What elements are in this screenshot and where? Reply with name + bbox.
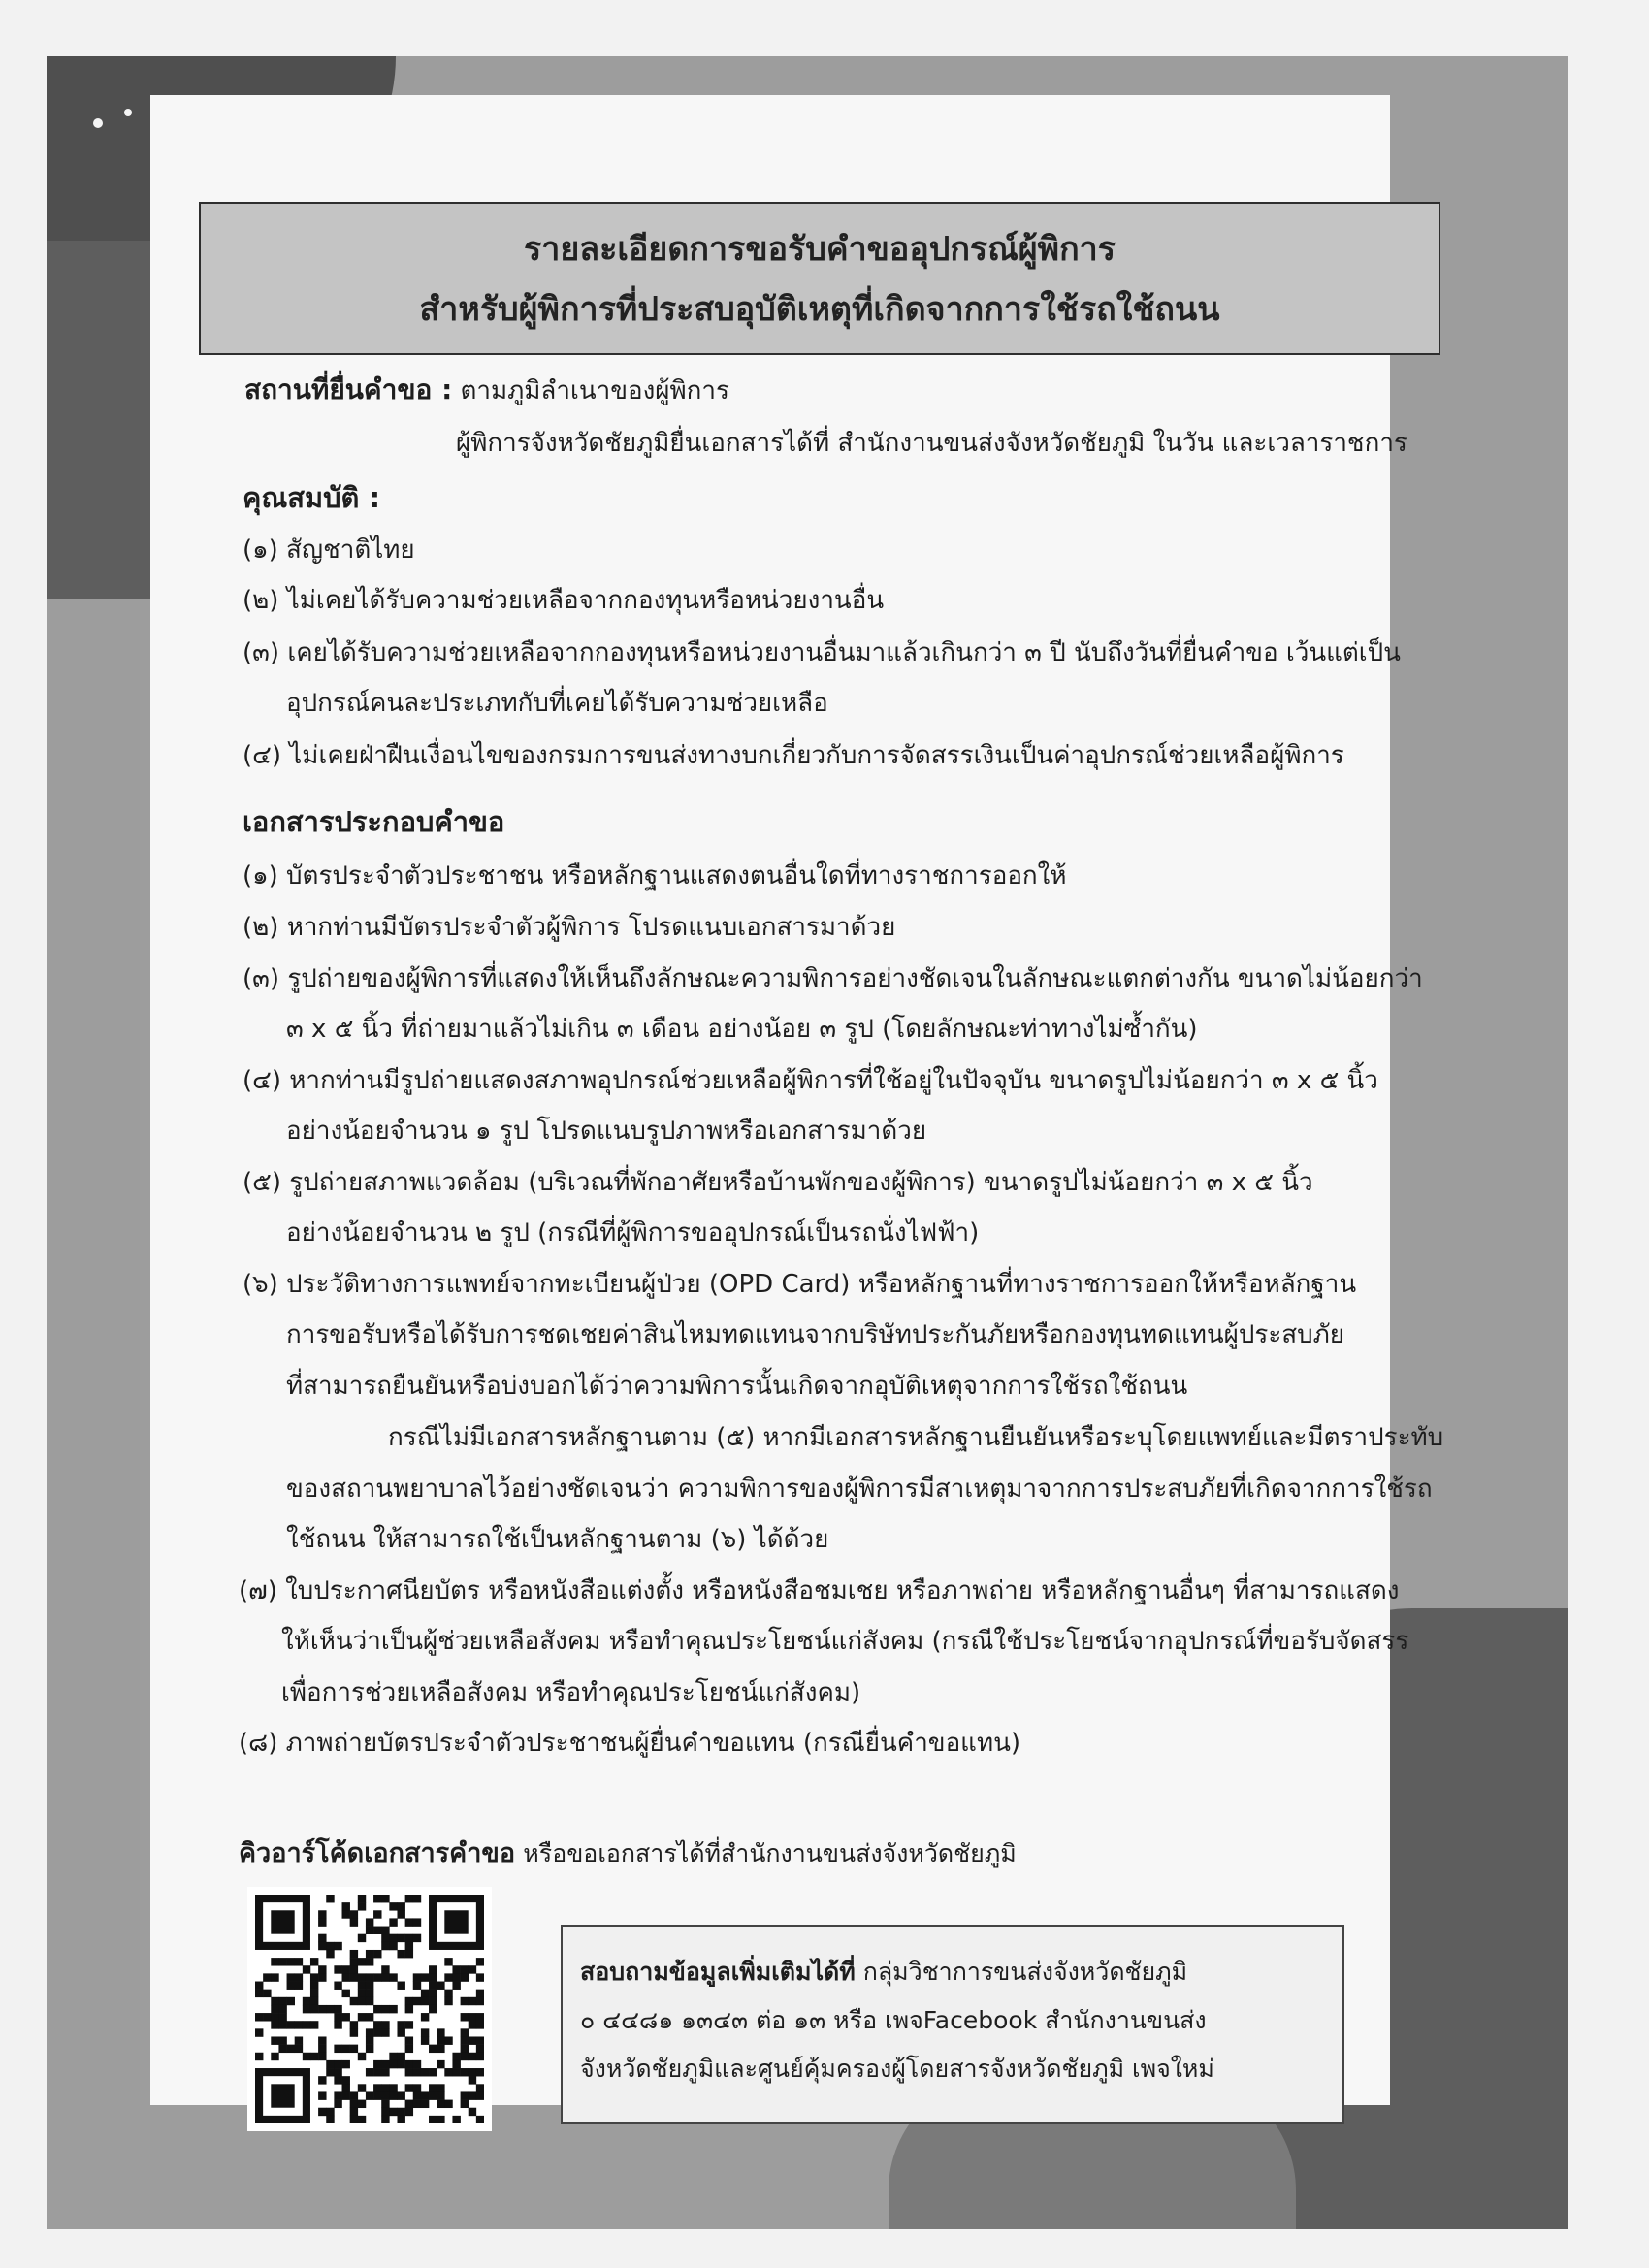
qr-note: หรือขอเอกสารได้ที่สำนักงานขนส่งจังหวัดชัยภูมิ [523,1839,1017,1867]
qualification-item: (๑) สัญชาติไทย [242,535,415,565]
qr-code [247,1887,492,2131]
location-value-2: ผู้พิการจังหวัดชัยภูมิยื่นเอกสารได้ที่ สำนักงานขนส่งจังหวัดชัยภูมิ ในวัน และเวลาราชการ [456,429,1407,458]
documents-heading: เอกสารประกอบคำขอ [242,805,505,838]
title-line-1: รายละเอียดการขอรับคำขออุปกรณ์ผู้พิการ [523,230,1116,269]
document-item: (๓) รูปถ่ายของผู้พิการที่แสดงให้เห็นถึงลักษณะความพิการอย่างชัดเจนในลักษณะแตกต่างกัน ขนาดไม่น้อยกว่า [242,964,1423,993]
qualification-item: (๔) ไม่เคยฝ่าฝืนเงื่อนไขของกรมการขนส่งทางบกเกี่ยวกับการจัดสรรเงินเป็นค่าอุปกรณ์ช่วยเหลือผู้พิการ [242,741,1344,770]
decor-dot [93,118,103,128]
qr-label: คิวอาร์โค้ดเอกสารคำขอ [239,1838,516,1868]
document-item: (๑) บัตรประจำตัวประชาชน หรือหลักฐานแสดงตนอื่นใดที่ทางราชการออกให้ [242,861,1067,891]
title-line-2: สำหรับผู้พิการที่ประสบอุบัติเหตุที่เกิดจากการใช้รถใช้ถนน [419,290,1220,329]
document-item: (๕) รูปถ่ายสภาพแวดล้อม (บริเวณที่พักอาศัยหรือบ้านพักของผู้พิการ) ขนาดรูปไม่น้อยกว่า ๓ x ๕ นิ้ว [242,1168,1313,1197]
contact-box [561,1925,1344,2124]
document-item-cont: อย่างน้อยจำนวน ๒ รูป (กรณีที่ผู้พิการขออุปกรณ์เป็นรถนั่งไฟฟ้า) [286,1218,980,1247]
qualification-item: (๒) ไม่เคยได้รับความช่วยเหลือจากกองทุนหรือหน่วยงานอื่น [242,586,885,615]
decor-dot [124,109,132,116]
document-item-cont: เพื่อการช่วยเหลือสังคม หรือทำคุณประโยชน์แก่สังคม) [281,1678,861,1707]
document-item-cont: ที่สามารถยืนยันหรือบ่งบอกได้ว่าความพิการนั้นเกิดจากอุบัติเหตุจากการใช้รถใช้ถนน [286,1372,1188,1401]
qr-caption-row [239,1831,1017,1873]
contact-line-3: จังหวัดชัยภูมิและศูนย์คุ้มครองผู้โดยสารจังหวัดชัยภูมิ เพจใหม่ [580,2055,1214,2083]
document-item: (๖) ประวัติทางการแพทย์จากทะเบียนผู้ป่วย (OPD Card) หรือหลักฐานที่ทางราชการออกให้หรือหลักฐาน [242,1270,1357,1299]
contact-line-1 [580,1948,1342,1996]
document-item-cont: อย่างน้อยจำนวน ๑ รูป โปรดแนบรูปภาพหรือเอกสารมาด้วย [286,1117,927,1146]
location-row [244,369,729,411]
document-item-cont: การขอรับหรือได้รับการชดเชยค่าสินไหมทดแทนจากบริษัทประกันภัยหรือกองทุนทดแทนผู้ประสบภัย [286,1320,1345,1349]
document-item-cont: กรณีไม่มีเอกสารหลักฐานตาม (๕) หากมีเอกสารหลักฐานยืนยันหรือระบุโดยแพทย์และมีตราประทับ [388,1423,1444,1452]
qualification-item: (๓) เคยได้รับความช่วยเหลือจากกองทุนหรือหน่วยงานอื่นมาแล้วเกินกว่า ๓ ปี นับถึงวันที่ยื่นคำขอ เว้นแต่เป็น [242,638,1401,667]
title-box [199,202,1440,355]
document-item-cont: ของสถานพยาบาลไว้อย่างชัดเจนว่า ความพิการของผู้พิการมีสาเหตุมาจากการประสบภัยที่เกิดจากการใช้รถ [286,1474,1433,1504]
contact-line-1-rest: กลุ่มวิชาการขนส่งจังหวัดชัยภูมิ [862,1958,1188,1986]
document-item: (๗) ใบประกาศนียบัตร หรือหนังสือแต่งตั้ง หรือหนังสือชมเชย หรือภาพถ่าย หรือหลักฐานอื่นๆ ที่สามารถแสดง [239,1576,1400,1605]
document-item: (๘) ภาพถ่ายบัตรประจำตัวประชาชนผู้ยื่นคำขอแทน (กรณียื่นคำขอแทน) [239,1729,1020,1758]
qualification-item-cont: อุปกรณ์คนละประเภทกับที่เคยได้รับความช่วยเหลือ [286,689,828,718]
location-value-1: ตามภูมิลำเนาของผู้พิการ [460,376,729,405]
contact-line-2: ๐ ๔๔๘๑ ๑๓๔๓ ต่อ ๑๓ หรือ เพจFacebook สำนักงานขนส่ง [580,2006,1207,2034]
document-item-cont: ใช้ถนน ให้สามารถใช้เป็นหลักฐานตาม (๖) ได้ด้วย [286,1525,829,1554]
document-item: (๒) หากท่านมีบัตรประจำตัวผู้พิการ โปรดแนบเอกสารมาด้วย [242,913,896,942]
contact-label: สอบถามข้อมูลเพิ่มเติมได้ที่ [580,1958,856,1986]
document-item-cont: ๓ x ๕ นิ้ว ที่ถ่ายมาแล้วไม่เกิน ๓ เดือน อย่างน้อย ๓ รูป (โดยลักษณะท่าทางไม่ซ้ำกัน) [286,1015,1198,1044]
document-item: (๔) หากท่านมีรูปถ่ายแสดงสภาพอุปกรณ์ช่วยเหลือผู้พิการที่ใช้อยู่ในปัจจุบัน ขนาดรูปไม่น้อยกว่า ๓ x ๕ นิ้ว [242,1066,1378,1095]
qr-code-graphic [255,1895,484,2123]
location-label: สถานที่ยื่นคำขอ : [244,373,453,405]
document-item-cont: ให้เห็นว่าเป็นผู้ช่วยเหลือสังคม หรือทำคุณประโยชน์แก่สังคม (กรณีใช้ประโยชน์จากอุปกรณ์ที่ขอรับจัดสรร [281,1627,1409,1656]
qualifications-heading: คุณสมบัติ : [242,481,381,514]
